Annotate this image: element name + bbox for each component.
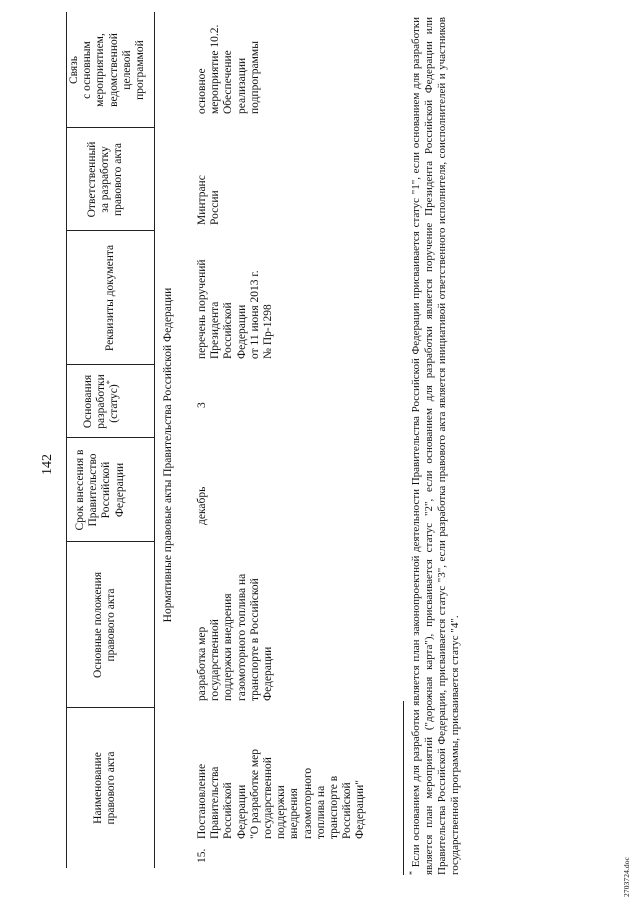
header-requisites: Реквизиты документа — [104, 244, 116, 352]
page-number: 142 — [40, 454, 55, 475]
row-requisites: перечень поручений Президента Российской Федерации от 11 июня 2013 г. № Пр-1298 — [196, 259, 275, 359]
table-header-bottom-rule — [154, 12, 155, 868]
header-name: Наименование правового акта — [92, 751, 118, 825]
row-basis: 3 — [196, 402, 208, 408]
row-responsible: Минтранс России — [196, 175, 222, 225]
header-provisions: Основные положения правового акта — [92, 571, 118, 679]
row-name: Постановление Правительства Российской Федерации "О разработке мер государственной поддержки внедрения газомоторного топлива на транспорте в Российской Федерации" — [196, 748, 367, 839]
footnote-separator — [403, 701, 404, 875]
header-link: Связь с основным мероприятием, ведомственной целевой программой — [68, 33, 147, 107]
row-deadline: декабрь — [196, 486, 208, 525]
document-code: 2703724.doc — [622, 856, 631, 897]
section-title: Нормативные правовые акты Правительства Российской Федерации — [162, 287, 174, 623]
header-basis — [82, 365, 122, 438]
footnote-reference: * — [105, 380, 115, 385]
row-number: 15. — [196, 848, 208, 863]
header-basis-text: Основания разработки (статус) — [82, 374, 121, 429]
footnote-mark: * — [407, 871, 417, 875]
table-top-rule — [66, 12, 67, 868]
header-deadline: Срок внесения в Правительство Российской Федерации — [74, 449, 126, 531]
row-link: основное мероприятие 10.2. Обеспечение реализации подпрограммы — [196, 24, 261, 114]
header-responsible: Ответственный за разработку правового акта — [86, 141, 125, 218]
footnote-text: Если основанием для разработки является план законопроектной деятельности Правительства Российской Федерации присваивается статус "1", если основанием для разработки является план мероприятий ("дорожная карта"), присваивается статус "2", если основанием для разработки является поручение Президента Российской Федерации или Правительства Российской Федерации, присваивается статус "3", если разработка правового акта является инициативой ответственного исполнителя, соисполнителей и участников государственной программы, присваивается статус "4". — [410, 16, 461, 875]
footnote — [407, 16, 462, 875]
row-provisions: разработка мер государственной поддержки внедрения газомоторного топлива на транспорте в Российской Федерации — [196, 573, 275, 701]
